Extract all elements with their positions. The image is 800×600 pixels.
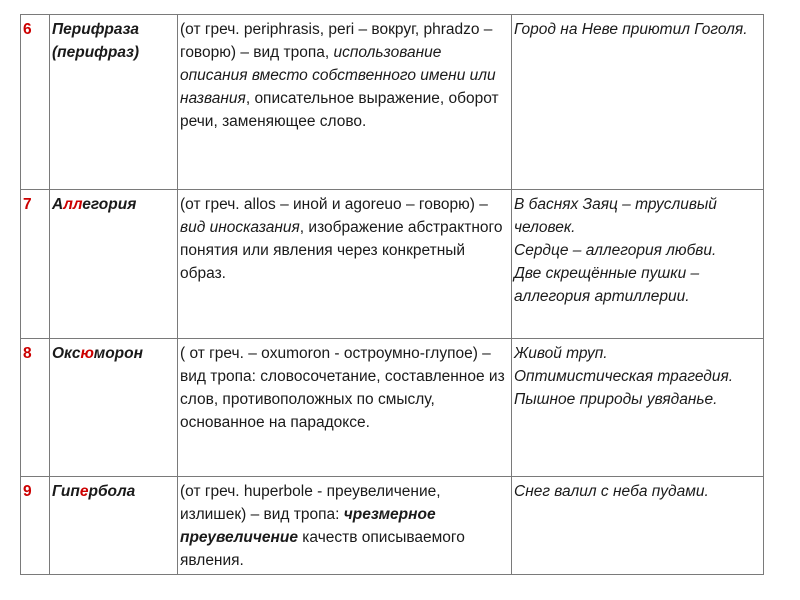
term-name-part: егория — [82, 196, 137, 213]
example-cell — [512, 15, 764, 190]
term-name: Перифраза — [52, 21, 140, 38]
definition-text: (от греч. huperbole - преувеличение, излишек) – вид тропа: — [180, 483, 441, 523]
example-cell — [512, 339, 764, 477]
definition-text: , изображение абстрактного понятия или явления через конкретный образ. — [180, 219, 503, 282]
example-line: Две скрещённые пушки – аллегория артиллерии. — [514, 265, 700, 305]
definition-text: (от греч. periphrasis, peri – вокруг, phradzo – говорю) – вид тропа, — [180, 21, 493, 61]
term-name-part: морон — [93, 345, 143, 362]
term-alt-name: (перифраз) — [52, 44, 140, 61]
definition-text: качеств описываемого явления. — [180, 529, 465, 569]
definition-cell — [178, 477, 512, 575]
term-name-part: А — [52, 196, 64, 213]
row-number: 8 — [21, 339, 50, 477]
example-cell — [512, 477, 764, 575]
definition-text: , описательное выражение, оборот речи, заменяющее слово. — [180, 90, 499, 130]
definition-text: ( от греч. – oxumoron - остроумно-глупое) – вид тропа: словосочетание, составленное из слов, противоположных по смыслу, основанное на парадоксе. — [180, 345, 505, 431]
term-stress-mark: е — [79, 483, 89, 500]
term-cell — [50, 339, 178, 477]
term-stress-mark: ю — [80, 345, 94, 362]
definition-text: (от греч. allos – иной и agoreuo – говорю) – — [180, 196, 488, 213]
literary-terms-table — [20, 14, 764, 575]
term-name-part: рбола — [88, 483, 136, 500]
table-row — [21, 339, 764, 477]
example-line: Сердце – аллегория любви. — [514, 242, 717, 259]
term-name-part: Окс — [52, 345, 81, 362]
example-line: Оптимистическая трагедия. — [514, 368, 734, 385]
term-stress-mark: лл — [63, 196, 83, 213]
table-row — [21, 15, 764, 190]
example-line: Снег валил с неба пудами. — [514, 483, 709, 500]
example-line: Живой труп. — [514, 345, 608, 362]
term-cell — [50, 15, 178, 190]
table-row — [21, 477, 764, 575]
definition-emphasis: использование описания вместо собственного имени или названия — [180, 44, 496, 107]
row-number: 9 — [21, 477, 50, 575]
term-cell — [50, 477, 178, 575]
definition-emphasis: чрезмерное преувеличение — [180, 506, 436, 546]
example-cell — [512, 190, 764, 339]
example-line: Город на Неве приютил Гоголя. — [514, 21, 748, 38]
table-row — [21, 190, 764, 339]
term-name-part: Гип — [52, 483, 80, 500]
definition-cell — [178, 339, 512, 477]
row-number: 7 — [21, 190, 50, 339]
term-cell — [50, 190, 178, 339]
example-line: Пышное природы увяданье. — [514, 391, 718, 408]
definition-cell — [178, 190, 512, 339]
row-number: 6 — [21, 15, 50, 190]
definition-emphasis: вид иносказания — [180, 219, 300, 236]
example-line: В баснях Заяц – трусливый человек. — [514, 196, 717, 236]
definition-cell — [178, 15, 512, 190]
